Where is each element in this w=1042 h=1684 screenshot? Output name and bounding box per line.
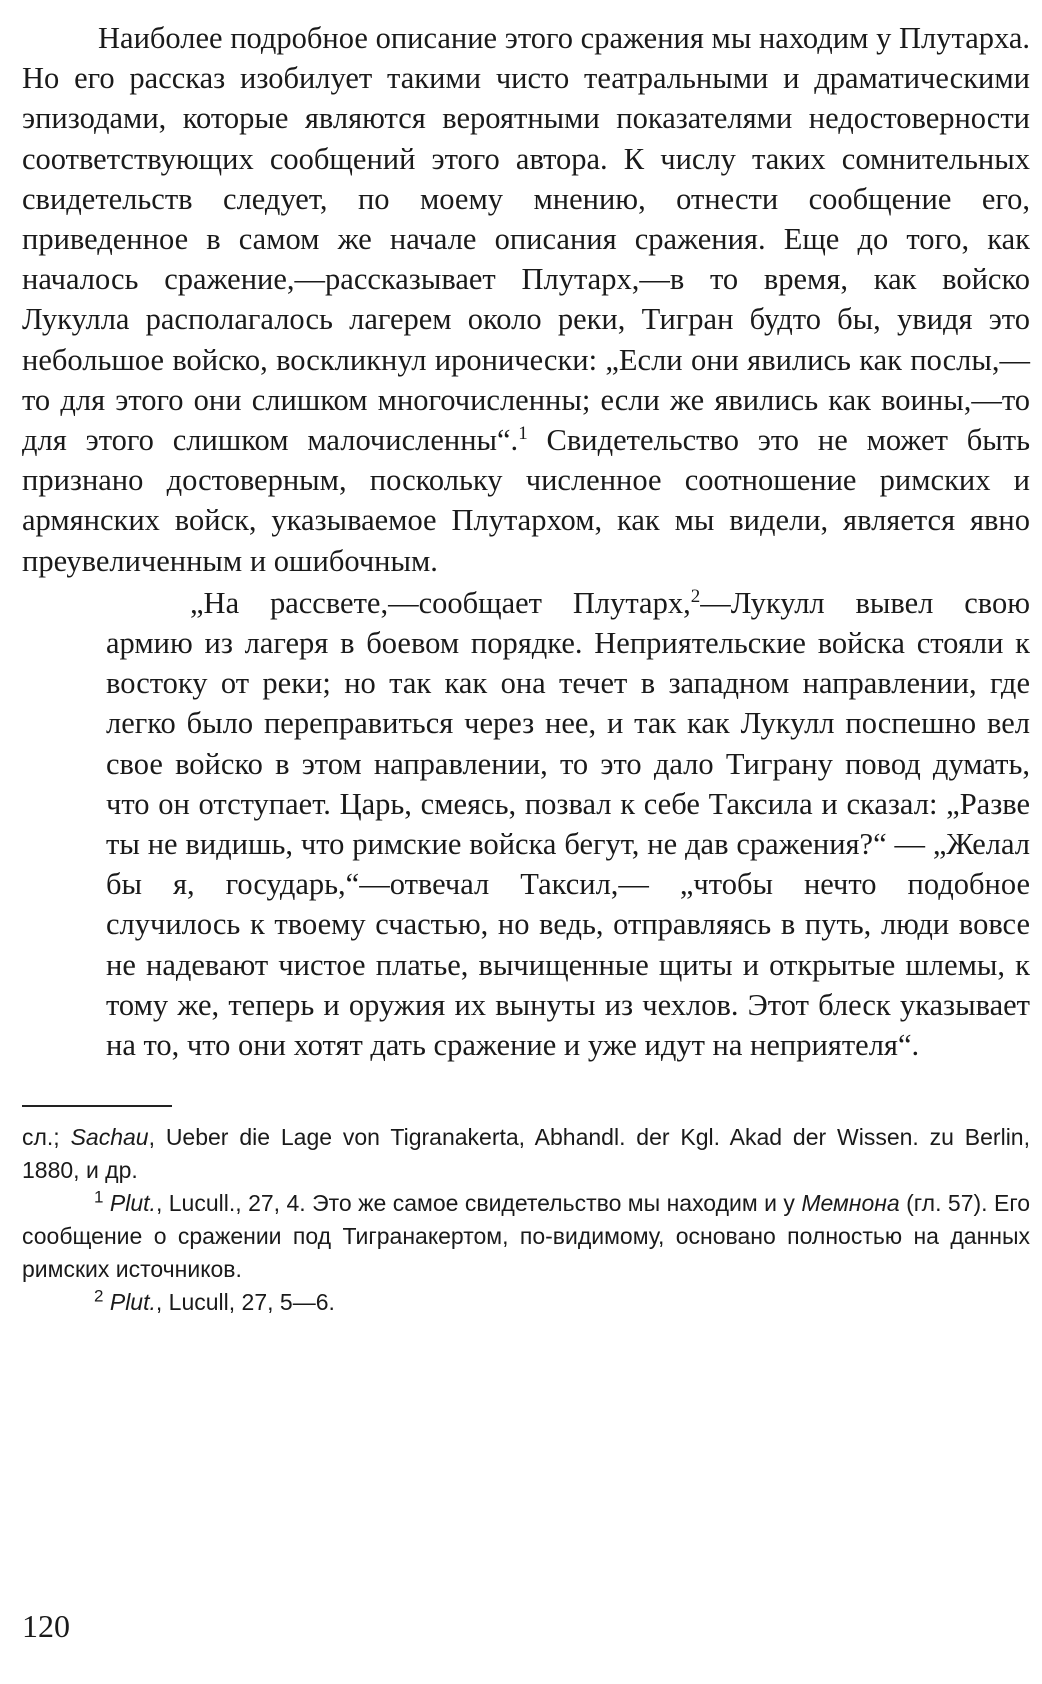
footnote-ref-2[interactable]: 2 — [690, 585, 701, 607]
footnotes — [22, 1121, 1030, 1319]
footnote-divider — [22, 1105, 172, 1107]
quote-block — [106, 583, 1030, 1065]
footnote-ref-1[interactable]: 1 — [518, 422, 528, 444]
footnote-continuation: сл.; Sachau, Ueber die Lage von Tigranakerta, Abhandl. der Kgl. Akad der Wissen. zu Berlin, 1880, и др. — [22, 1124, 1030, 1184]
quote-paragraph: „На рассвете,—сообщает Плутарх,$^2$—Лукулл вывел свою армию из лагеря в боевом порядке. Неприятельские войска стояли к востоку от реки; но так как она течет в западном направлении, где легко было переправиться через нее, и так как Лукулл поспешно вел свое войско в этом направлении, то это дало Тиграну повод думать, что он отступает. Царь, смеясь, позвал к себе Таксила и сказал: „Разве ты не видишь, что римские войска бегут, не дав сражения?“ — „Желал бы я, государь,“—отвечал Таксил,— „чтобы нечто подобное случилось к твоему счастью, но ведь, отправляясь в путь, люди вовсе не надевают чистое платье, вычищенные щиты и открытые шлемы, к тому же, теперь и оружия их вынуты из чехлов. Этот блеск указывает на то, что они хотят дать сражение и уже идут на неприятеля“. — [106, 585, 1030, 1063]
footnote-1: $^1$ Plut., Lucull., 27, 4. Это же самое свидетельство мы находим и у Мемнона (гл. 57). Его сообщение о сражении под Тигранакертом, по-видимому, основано полностью на данных римских источников. — [22, 1187, 1030, 1283]
main-text — [22, 18, 1030, 581]
page-number: 120 — [22, 1608, 70, 1644]
footnote-2: $^2$ Plut., Lucull, 27, 5—6. — [94, 1286, 335, 1316]
paragraph: Наиболее подробное описание этого сражения мы находим у Плутарха. Но его рассказ изобилует такими чисто театральными и драматическими эпизодами, которые являются вероятными показателями недостоверности соответствующих сообщений этого автора. К числу таких сомнительных свидетельств следует, по моему мнению, отнести сообщение его, приведенное в самом же начале описания сражения. Еще до того, как началось сражение,—рассказывает Плутарх,—в то время, как войско Лукулла располагалось лагерем около реки, Тигран будто бы, увидя это небольшое войско, воскликнул иронически: „Если они явились как послы,—то для этого они слишком многочисленны; если же явились как воины,—то для этого слишком малочисленны“.$^1$ Свидетельство это не может быть признано достоверным, поскольку численное соотношение римских и армянских войск, указываемое Плутархом, как мы видели, является явно преувеличенным и ошибочным. — [22, 21, 1030, 578]
